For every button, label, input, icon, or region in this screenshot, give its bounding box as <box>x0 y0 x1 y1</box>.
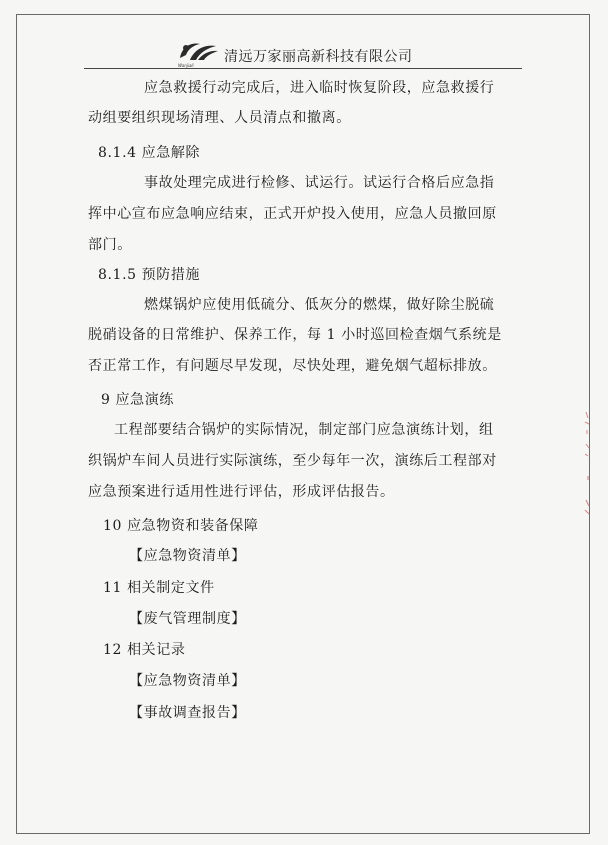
paragraph-line: 应急救援行动完成后，进入临时恢复阶段，应急救援行 <box>144 80 495 96</box>
header-rule <box>84 68 522 69</box>
paragraph-line: 否正常工作，有问题尽早发现，尽快处理，避免烟气超标排放。 <box>88 358 497 374</box>
reference-item: 【事故调查报告】 <box>129 705 246 721</box>
paragraph-line: 燃煤锅炉应使用低硫分、低灰分的燃煤，做好除尘脱硫 <box>144 297 495 313</box>
paragraph-line: 织锅炉车间人员进行实际演练，至少每年一次，演练后工程部对 <box>88 453 497 469</box>
section-heading: 12 相关记录 <box>103 642 186 658</box>
paragraph-line: 部门。 <box>88 237 132 253</box>
reference-item: 【应急物资清单】 <box>129 548 246 564</box>
section-heading: 9 应急演练 <box>101 392 174 408</box>
paragraph-line: 脱硝设备的日常维护、保养工作，每 1 小时巡回检查烟气系统是 <box>88 327 502 343</box>
section-heading: 11 相关制定文件 <box>103 580 215 596</box>
paragraph-line: 动组要组织现场清理、人员清点和撤离。 <box>88 110 351 126</box>
company-name: 清远万家丽高新科技有限公司 <box>224 49 413 65</box>
paragraph-line: 工程部要结合锅炉的实际情况，制定部门应急演练计划，组 <box>114 422 494 438</box>
section-heading: 8.1.5 预防措施 <box>98 267 201 283</box>
company-logo-icon <box>176 40 220 66</box>
section-heading: 10 应急物资和装备保障 <box>103 518 259 534</box>
paragraph-line: 事故处理完成进行检修、试运行。试运行合格后应急指 <box>144 175 495 191</box>
logo-subtext: Wanjiali <box>178 63 194 68</box>
section-heading: 8.1.4 应急解除 <box>98 145 201 161</box>
seal-edge-marks <box>583 410 593 520</box>
reference-item: 【废气管理制度】 <box>129 611 246 627</box>
paragraph-line: 应急预案进行适用性进行评估，形成评估报告。 <box>88 484 395 500</box>
page-header <box>176 40 413 66</box>
reference-item: 【应急物资清单】 <box>129 673 246 689</box>
paragraph-line: 挥中心宣布应急响应结束，正式开炉投入使用，应急人员撤回原 <box>88 206 497 222</box>
